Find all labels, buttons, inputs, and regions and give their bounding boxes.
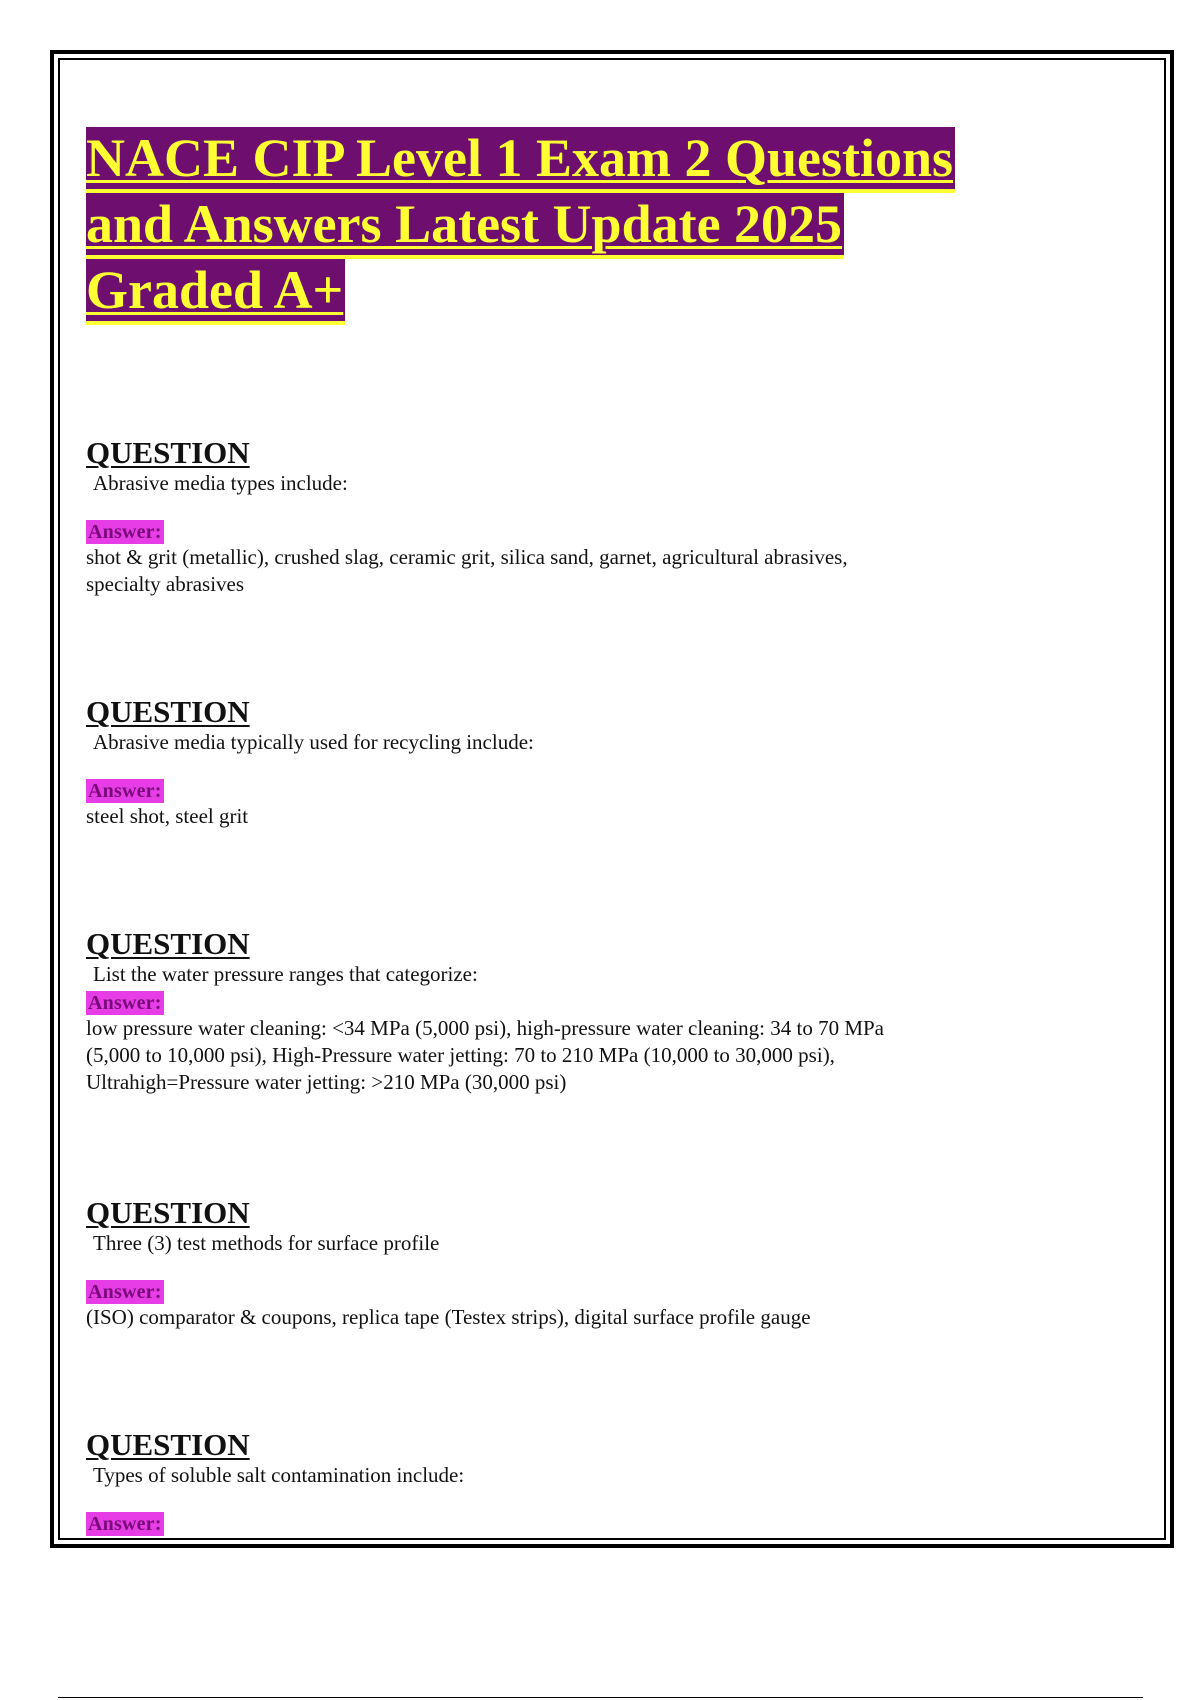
question-text: Abrasive media types include: [93, 471, 348, 495]
qa-item-1 [86, 436, 1046, 598]
answer-label: Answer: [88, 521, 162, 543]
footer-divider [58, 1697, 1143, 1698]
qa-item-2 [86, 695, 1046, 830]
question-heading: QUESTION [86, 1428, 250, 1462]
title-line-2 [86, 193, 1046, 259]
question-text: Three (3) test methods for surface profile [93, 1231, 440, 1255]
answer-label: Answer: [88, 992, 162, 1014]
question-heading: QUESTION [86, 926, 250, 961]
question-heading: QUESTION [86, 1195, 250, 1230]
answer-text-line: steel shot, steel grit [86, 804, 249, 828]
answer-text-line: specialty abrasives [86, 572, 245, 596]
qa-item-3 [86, 927, 1046, 1096]
question-heading: QUESTION [86, 694, 250, 729]
title-text-1: NACE CIP Level 1 Exam 2 Questions [86, 127, 955, 193]
question-text: Types of soluble salt contamination include: [93, 1463, 465, 1487]
title-text-2: and Answers Latest Update 2025 [86, 193, 844, 259]
title-text-3: Graded A+ [86, 259, 345, 325]
title-line-1 [86, 127, 1046, 193]
title-line-3 [86, 259, 1046, 325]
answer-label: Answer: [88, 780, 162, 802]
question-heading: QUESTION [86, 435, 250, 470]
qa-item-4 [86, 1196, 1046, 1331]
qa-item-5 [86, 1428, 1046, 1540]
answer-label: Answer: [88, 1281, 162, 1303]
answer-text-line: (ISO) comparator & coupons, replica tape (Testex strips), digital surface profile gauge [86, 1305, 811, 1329]
question-text: Abrasive media typically used for recycling include: [93, 730, 534, 754]
question-text: List the water pressure ranges that categorize: [93, 962, 478, 986]
answer-label: Answer: [88, 1513, 162, 1535]
document-title [86, 127, 1046, 325]
answer-text-line: Ultrahigh=Pressure water jetting: >210 MPa (30,000 psi) [86, 1070, 567, 1094]
answer-text-line: low pressure water cleaning: <34 MPa (5,000 psi), high-pressure water cleaning: 34 to 70 MPa [86, 1016, 884, 1040]
answer-text-line: (5,000 to 10,000 psi), High-Pressure water jetting: 70 to 210 MPa (10,000 to 30,000 psi), [86, 1043, 835, 1067]
answer-text-line: shot & grit (metallic), crushed slag, ceramic grit, silica sand, garnet, agricultural abrasives, [86, 545, 848, 569]
